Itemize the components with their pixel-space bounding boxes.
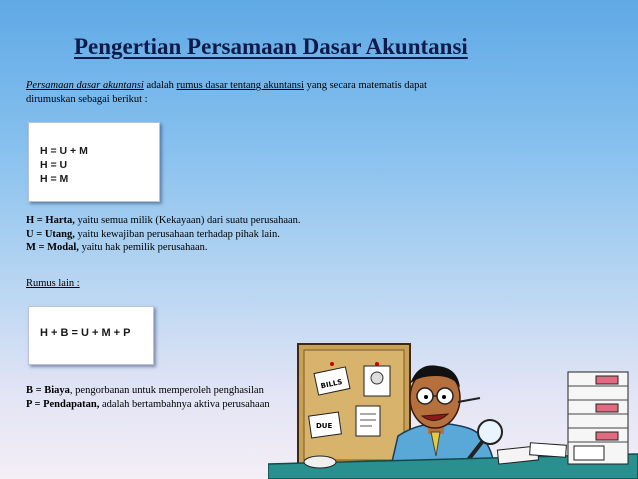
definition-text: , pengorbanan untuk memperoleh penghasilan <box>69 385 264 396</box>
definition-text: yaitu semua milik (Kekayaan) dari suatu perusahaan. <box>74 215 301 226</box>
definitions-list <box>26 214 301 255</box>
formula-line-2: H = U <box>40 159 68 171</box>
definition-text: adalah bertambahnya aktiva perusahaan <box>99 399 270 410</box>
definition-utang <box>26 228 301 242</box>
intro-paragraph <box>26 79 546 107</box>
definition-text: yaitu hak pemilik perusahaan. <box>78 242 208 253</box>
intro-text-1: adalah <box>143 80 177 91</box>
definition-term: H = Harta, <box>26 215 75 226</box>
definition-term: M = Modal, <box>26 242 79 253</box>
definitions-list-2 <box>26 384 270 412</box>
formula-box-2 <box>28 306 154 365</box>
definition-modal <box>26 241 301 255</box>
rumus-lain-label: Rumus lain : <box>26 278 80 289</box>
formula-line-3: H = M <box>40 173 69 185</box>
definition-term: B = Biaya <box>26 385 70 396</box>
page-title: Pengertian Persamaan Dasar Akuntansi <box>74 34 468 59</box>
definition-term: P = Pendapatan, <box>26 399 100 410</box>
definition-pendapatan <box>26 398 270 412</box>
file-stack <box>568 372 628 464</box>
definition-harta <box>26 214 301 228</box>
formula2-line: H + B = U + M + P <box>40 327 131 339</box>
bills-note-label: BILLS <box>320 377 344 391</box>
accountant-clipart <box>268 336 638 479</box>
intro-term: Persamaan dasar akuntansi <box>26 80 144 91</box>
due-note-label: DUE <box>316 422 333 430</box>
intro-line-2: dirumuskan sebagai berikut : <box>26 94 148 105</box>
definition-biaya <box>26 384 270 398</box>
intro-link-text: rumus dasar tentang akuntansi <box>176 80 304 91</box>
formula-line-1: H = U + M <box>40 145 88 157</box>
formula-box <box>28 122 160 202</box>
definition-term: U = Utang, <box>26 228 75 240</box>
definition-text: yaitu kewajiban perusahaan terhadap pihak lain. <box>74 228 280 240</box>
intro-text-2: yang secara matematis dapat <box>303 80 427 91</box>
